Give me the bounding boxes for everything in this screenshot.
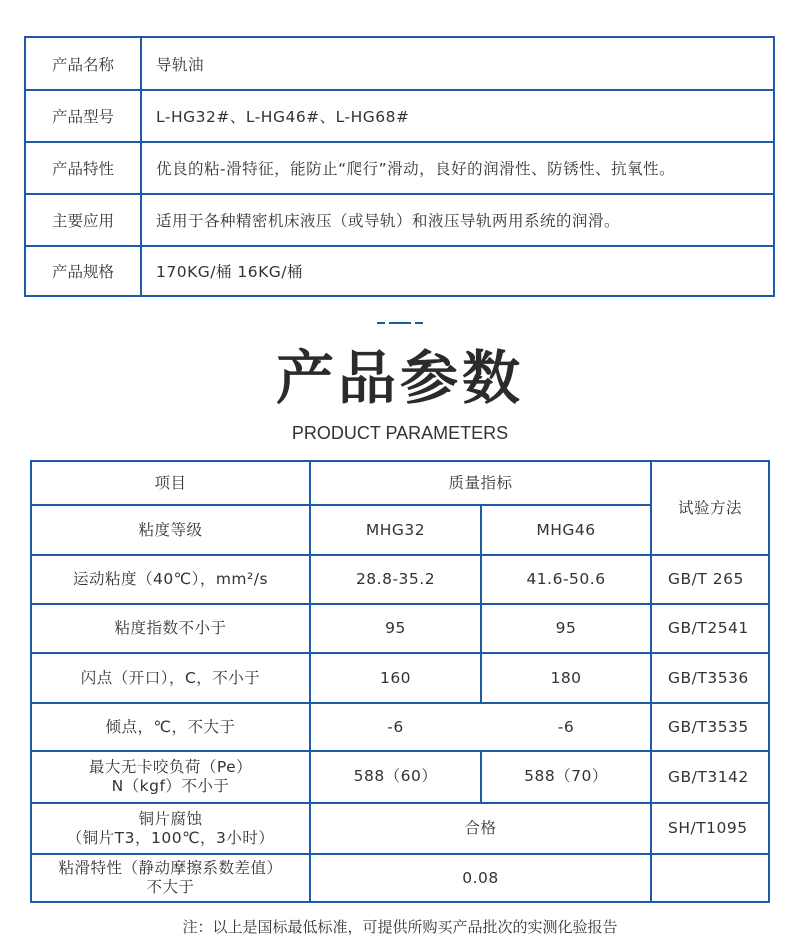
row-item-line: 粘滑特性（静动摩擦系数差值） — [58, 859, 283, 877]
info-row-model — [26, 89, 773, 141]
row-item: 倾点，℃，不大于 — [105, 717, 236, 736]
row-value-mhg32: 28.8-35.2 — [355, 570, 436, 588]
row-value-mhg46: 180 — [550, 668, 582, 687]
parameters-table — [30, 460, 770, 903]
header-quality: 质量指标 — [448, 473, 513, 492]
row-value-mhg46: 41.6-50.6 — [526, 570, 606, 588]
row-item — [32, 855, 309, 901]
info-row-name — [26, 38, 773, 90]
title-decoration — [389, 322, 411, 324]
row-item: 运动粘度（40℃），mm²/s — [72, 570, 269, 588]
header-method: 试验方法 — [677, 498, 742, 517]
row-method: SH/T1095 — [668, 819, 748, 837]
info-row-features — [26, 141, 773, 193]
row-item — [32, 752, 309, 802]
header-mhg32: MHG32 — [365, 520, 426, 539]
row-item: 粘度指数不小于 — [114, 619, 227, 637]
row-value-mhg46: -6 — [557, 717, 575, 736]
info-label: 产品特性 — [26, 143, 142, 193]
info-value: 170KG/桶 16KG/桶 — [156, 263, 304, 281]
title-decoration — [415, 322, 423, 324]
row-value-mhg32: 160 — [379, 668, 412, 687]
row-method: GB/T3142 — [668, 767, 749, 786]
header-grade: 粘度等级 — [138, 520, 203, 539]
section-title: 产品参数 — [275, 344, 524, 412]
row-item — [32, 804, 309, 853]
info-label: 产品名称 — [26, 38, 142, 90]
row-item-line: 最大无卡咬负荷（Pe） — [88, 758, 253, 776]
row-method: GB/T2541 — [668, 619, 749, 637]
row-value-mhg46: 588（70） — [524, 766, 608, 785]
row-method: GB/T3536 — [668, 668, 749, 687]
row-item-line: 不大于 — [146, 878, 195, 896]
row-item-line: （铜片T3，100℃，3小时） — [66, 828, 275, 847]
row-value-merged: 合格 — [464, 819, 497, 837]
product-info-table — [24, 36, 775, 297]
info-value: 优良的粘-滑特征，能防止“爬行”滑动，良好的润滑性、防锈性、抗氧性。 — [156, 160, 676, 178]
info-value: 导轨油 — [156, 56, 205, 74]
info-value: L-HG32#、L-HG46#、L-HG68# — [156, 108, 410, 126]
info-label: 产品规格 — [26, 247, 142, 295]
header-mhg46: MHG46 — [536, 520, 596, 539]
row-value-mhg32: -6 — [387, 717, 404, 736]
footnote: 注：以上是国标最低标准，可提供所购买产品批次的实测化验报告 — [182, 918, 618, 936]
row-method: GB/T 265 — [668, 570, 744, 588]
row-item-line: N（kgf）不小于 — [111, 777, 230, 795]
row-value-mhg32: 95 — [385, 619, 406, 637]
row-item: 闪点（开口），C，不小于 — [80, 668, 261, 687]
row-method — [652, 855, 768, 901]
section-subtitle: PRODUCT PARAMETERS — [291, 423, 509, 443]
row-method: GB/T3535 — [668, 717, 749, 736]
info-row-spec — [26, 245, 773, 295]
header-item: 项目 — [154, 473, 187, 492]
row-value-mhg32: 588（60） — [353, 766, 438, 785]
info-row-application — [26, 193, 773, 245]
info-label: 主要应用 — [26, 195, 142, 245]
row-value-mhg46: 95 — [555, 619, 577, 637]
info-value: 适用于各种精密机床液压（或导轨）和液压导轨两用系统的润滑。 — [156, 212, 621, 230]
title-decoration — [377, 322, 385, 324]
info-label: 产品型号 — [26, 91, 142, 141]
row-item-line: 铜片腐蚀 — [138, 809, 203, 828]
row-value-merged: 0.08 — [462, 868, 499, 887]
